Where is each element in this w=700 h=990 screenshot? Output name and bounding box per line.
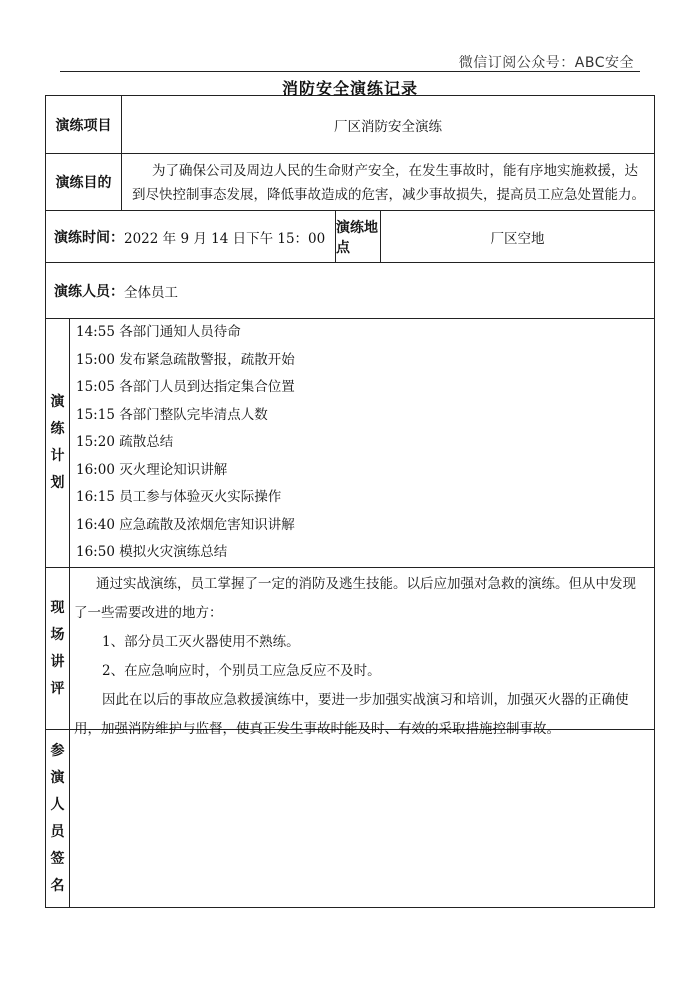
signature-label-char: 参 xyxy=(50,742,65,759)
plan-item xyxy=(76,402,654,430)
review-paragraph-1-line-2: 了一些需要改进的地方： xyxy=(74,605,223,621)
plan-label-char: 计 xyxy=(50,448,65,464)
plan-time: 15:15 xyxy=(76,406,115,423)
plan-label-char: 练 xyxy=(50,421,65,437)
personnel-row xyxy=(46,263,654,319)
plan-time: 15:00 xyxy=(76,351,115,368)
plan-text: 员工参与体验灭火实际操作 xyxy=(119,489,282,505)
signature-label-char: 演 xyxy=(50,769,65,786)
signature-label-char: 人 xyxy=(50,796,65,813)
signature-label-char: 员 xyxy=(50,823,65,840)
personnel-label: 演练人员： xyxy=(54,283,124,300)
plan-item xyxy=(76,512,654,540)
document-title: 消防安全演练记录 xyxy=(281,79,418,98)
signature-area[interactable] xyxy=(70,730,654,907)
plan-item xyxy=(76,484,654,512)
project-label: 演练项目 xyxy=(46,96,122,153)
signature-label xyxy=(46,730,70,907)
plan-text: 疏散总结 xyxy=(119,434,174,450)
plan-label xyxy=(46,319,70,567)
review-label xyxy=(46,568,70,729)
subscription-header: 微信订阅公众号：ABC安全 xyxy=(458,55,634,71)
signature-row xyxy=(46,730,654,907)
review-content xyxy=(70,568,654,737)
review-label-char: 场 xyxy=(50,626,65,643)
review-label-char: 评 xyxy=(50,680,65,697)
review-row xyxy=(46,568,654,737)
purpose-line-1: 为了确保公司及周边人民的生命财产安全，在发生事故时，能有序地实施救援，达 xyxy=(152,163,638,179)
plan-item xyxy=(76,429,654,457)
plan-time: 16:50 xyxy=(76,544,115,560)
project-value: 厂区消防安全演练 xyxy=(334,118,442,135)
time-location-row xyxy=(46,211,654,263)
plan-item xyxy=(76,457,654,485)
plan-label-char: 演 xyxy=(50,394,65,410)
plan-item xyxy=(76,347,654,375)
review-paragraph-2-line-1: 因此在以后的事故应急救援演练中，要进一步加强实战演习和培训，加强灭火器的正确使 xyxy=(102,692,629,708)
time-label: 演练时间： xyxy=(54,229,124,246)
plan-time: 15:20 xyxy=(76,434,115,450)
purpose-label: 演练目的 xyxy=(46,154,122,210)
plan-time: 16:15 xyxy=(76,489,115,505)
plan-text: 各部门整队完毕清点人数 xyxy=(119,406,268,423)
personnel-cell xyxy=(46,263,654,318)
plan-text: 各部门通知人员待命 xyxy=(119,324,241,340)
plan-row xyxy=(46,319,654,568)
plan-item xyxy=(76,374,654,402)
plan-item xyxy=(76,319,654,347)
project-row xyxy=(46,96,654,154)
review-paragraph-1-line-1: 通过实战演练，员工掌握了一定的消防及逃生技能。以后应加强对急救的演练。但从中发现 xyxy=(96,576,636,592)
personnel-value: 全体员工 xyxy=(124,284,178,301)
plan-schedule xyxy=(70,319,654,567)
plan-time: 15:05 xyxy=(76,379,115,395)
review-label-char: 讲 xyxy=(50,653,65,670)
purpose-line-2: 到尽快控制事态发展，降低事故造成的危害，减少事故损失，提高员工应急处置能力。 xyxy=(132,187,645,203)
review-paragraph-2-line-2: 用，加强消防维护与监督，使真正发生事故时能及时、有效的采取措施控制事故。 xyxy=(74,721,560,737)
review-item-2: 2、在应急响应时，个别员工应急反应不及时。 xyxy=(102,663,381,679)
purpose-value xyxy=(122,154,654,210)
plan-text: 灭火理论知识讲解 xyxy=(119,461,228,478)
time-cell xyxy=(46,211,336,262)
plan-label-char: 划 xyxy=(50,475,65,491)
review-item-1: 1、部分员工灭火器使用不熟练。 xyxy=(102,634,300,650)
signature-label-char: 签 xyxy=(50,850,65,867)
plan-text: 发布紧急疏散警报，疏散开始 xyxy=(119,351,295,368)
signature-label-char: 名 xyxy=(50,877,65,894)
plan-time: 16:40 xyxy=(76,516,115,533)
purpose-row xyxy=(46,154,654,211)
plan-text: 应急疏散及浓烟危害知识讲解 xyxy=(119,516,295,533)
time-value: 2022 年 9 月 14 日下午 15：00 xyxy=(124,230,326,247)
plan-text: 模拟火灾演练总结 xyxy=(119,544,228,560)
review-label-char: 现 xyxy=(50,599,65,616)
location-value: 厂区空地 xyxy=(490,230,545,247)
plan-item xyxy=(76,539,654,567)
location-label: 演练地点 xyxy=(336,211,381,262)
plan-text: 各部门人员到达指定集合位置 xyxy=(119,379,295,395)
plan-time: 14:55 xyxy=(76,324,115,340)
plan-time: 16:00 xyxy=(76,461,115,478)
header-divider xyxy=(60,71,640,72)
drill-record-form xyxy=(45,95,655,908)
